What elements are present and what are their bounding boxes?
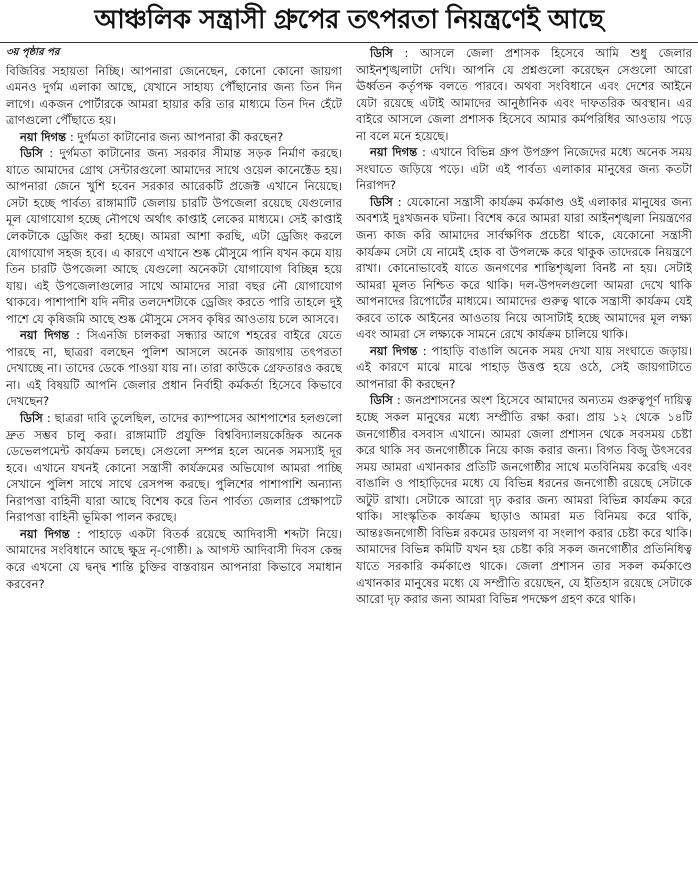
article-columns [6, 45, 692, 893]
paragraph-text: বিজিবির সহায়তা নিচ্ছি। আপনারা জেনেছেন, কোনো কোনো জায়গা এমনও দুর্গম এলাকা আছে, যেখানে সাহায্য পৌঁছানোর জন্য তিন দিন লাগে। একজন পোর্টারকে আমরা হায়ার করি তার মাধ্যমে তিন দিন হেঁটে ত্রাণগুলো পৌঁছাতে হয়। [6, 63, 342, 128]
paragraph-text: : পাহাড়ি বাঙালি অনেক সময় দেখা যায় সংঘাতে জড়ায়। এই কারণে মাঝে মাঝে পাহাড় উত্তপ্ত হয়ে ওঠে, সেই জায়গাটাতে আপনারা কী করছেন? [356, 343, 692, 391]
continued-label: ৩য় পৃষ্ঠার পর [6, 47, 60, 58]
paragraph-text: : আসলে জেলা প্রশাসক হিসেবে আমি শুধু জেলার আইনশৃঙ্খলাটা দেখি। আপনি যে প্রশ্নগুলো করেছেন সেগুলো আরো ঊর্ধ্বতন কর্তৃপক্ষ বলতে পারবে। অথবা সংবিধানে এবং দেশের আইনে যেটা রয়েছে এটাই আমাদের আনুষ্ঠানিক এবং দাফতরিক অবস্থান। এর বাইরে আসলে জেলা প্রশাসক হিসেবে আমার কর্মপরিধির আওতায় পড়ে না বলে মনে হয়েছে। [356, 46, 692, 143]
interview-question [6, 526, 342, 592]
paragraph-text: : সিএনজি চালকরা সন্ধ্যার আগে শহরের বাইরে যেতে পারছে না, ছাত্ররা বলছেন পুলিশ আসলে অনেক জায়গায় তৎপরতা দেখাচ্ছে না। তাদের ডেকে পাওয়া যায় না। তারা কাউকে গ্রেফতারও করছে না। এই বিষয়টি আপনি জেলার প্রধান নির্বাহী কর্মকর্তা হিসেবে কিভাবে দেখছেন? [6, 328, 342, 409]
interview-question [356, 144, 692, 194]
interview-answer [356, 392, 692, 607]
speaker-label-dc: ডিসি [20, 146, 43, 161]
paragraph-text: : পাহাড়ে একটা বিতর্ক রয়েছে আদিবাসী শব্দটা নিয়ে। আমাদের সংবিধানে আছে ক্ষুদ্র নৃ-গোষ্ঠী। ৯ আগস্ট আদিবাসী দিবস কেন্দ্র করে এখনো যে দ্বন্দ্ব শান্তি চুক্তির বাস্তবায়ন আপনারা কিভাবে সমাধান করবেন? [6, 526, 342, 591]
interview-question [356, 343, 692, 393]
paragraph-text: : জনপ্রশাসনের অংশ হিসেবে আমাদের অন্যতম গুরুত্বপূর্ণ দায়িত্ব হচ্ছে সকল মানুষের মধ্যে সম্প্রীতি রক্ষা করা। প্রায় ১২ থেকে ১৪টি জনগোষ্ঠীর বসবাস এখানে। আমরা জেলা প্রশাসন থেকে সবসময় চেষ্টা করে থাকি সব জনগোষ্ঠীকে নিয়ে কাজ করার জন্য। বিগত বিজু উৎসবের সময় আমরা এখানকার প্রতিটি জনগোষ্ঠীর সাথে মতবিনিময় করেছি এবং বাঙালি ও পাহাড়িদের মধ্যে যে বিভিন্ন ধরনের জনগোষ্ঠী রয়েছে সেটাকে অটুট রাখা। সেটাকে আরো দৃঢ় করার জন্য আমরা বিভিন্ন কার্যক্রম করে থাকি। সাংস্কৃতিক কার্যক্রম ছাড়াও আমরা মত বিনিময় করে থাকি, আন্তঃজনগোষ্ঠী বিভিন্ন রকমের ডায়লগ বা সংলাপ করার চেষ্টা করে থাকি। আমাদের বিভিন্ন কমিটি যখন হয় চেষ্টা করি সকল জনগোষ্ঠীর প্রতিনিধিত্ব যাতে সরকারি কর্মকাণ্ডে থাকে। জেলা প্রশাসন তার সকল কর্মকাণ্ডে এখানকার মানুষের মধ্যে যে সম্প্রীতি রয়েছেন, যে ইতিহাস রয়েছে সেটাকে আরো দৃঢ় করার জন্য আমরা বিভিন্ন পদক্ষেপ গ্রহণ করে থাকি। [356, 393, 692, 607]
speaker-label-dc: ডিসি [20, 411, 43, 426]
paragraph-text: : ছাত্ররা দাবি তুলেছিল, তাদের ক্যাম্পাসের আশপাশের হলগুলো দ্রুত সম্ভব চালু করা। রাঙ্গামাটি প্রযুক্তি বিশ্ববিদ্যালয়কেন্দ্রিক অনেক ডেভেলপমেন্ট কার্যক্রম চলছে। সেগুলো সম্পন্ন হলে অনেক সমস্যাই দূর হবে। এখানে যখনই কোনো সন্ত্রাসী কার্যক্রমের অভিযোগ আমরা পাচ্ছি সেখানে পুলিশ সাথে সাথে রেসপন্স করছে। পুলিশের পাশাপাশি অন্যান্য নিরাপত্তা বাহিনী যারা আছে বিশেষ করে তিন পার্বত্য জেলার প্রেক্ষাপটে নিরাপত্তা বাহিনী ভূমিকা পালন করছে। [6, 411, 342, 525]
speaker-label-dc: ডিসি [370, 393, 393, 408]
paragraph-text: : যেকোনো সন্ত্রাসী কার্যক্রম কর্মকাণ্ড ওই এলাকার মানুষের জন্য অবশ্যই দুঃখজনক ঘটনা। বিশেষ করে আমরা যারা আইনশৃঙ্খলা নিয়ন্ত্রণের জন্য কাজ করি আমাদের সার্বক্ষণিক প্রচেষ্টা থাকে, যেকোনো সন্ত্রাসী কার্যক্রম সেটা যে নামেই হোক বা উপলক্ষে করে থাকুক তাদেরকে নিয়ন্ত্রণে রাখা। কোনোভাবেই যাতে জনগণের শান্তিশৃঙ্খলা বিনষ্ট না হয়। সেটাই আমরা মূলত নিশ্চিত করে থাকি। দল-উপদলগুলো আমরা দেখে থাকি আপনাদের রিপোর্টের মাধ্যমে। আমাদের গুরুত্ব থাকে সন্ত্রাসী কার্যক্রম যেই করবে তাকে আইনের আওতায় নিয়ে আসাটাই হচ্ছে আমাদের মূল লক্ষ্য এবং আমরা সে লক্ষ্যকে সামনে রেখে কার্যক্রম চালিয়ে থাকি। [356, 194, 692, 342]
paragraph-text: : দুর্গমতা কাটানোর জন্য সরকার সীমান্ত সড়ক নির্মাণ করছে। যাতে আমাদের গ্রোথ সেন্টারগুলো আমাদের সাথে ওয়েল কানেক্টেড হয়। আপনারা জেনে খুশি হবেন সরকার আরেকটি প্রজেক্ট এখানে নিয়েছে। সেটা হচ্ছে পার্বত্য রাঙ্গামাটি জেলায় চারটি উপজেলা রয়েছে যেগুলোর মূল যোগাযোগ হচ্ছে নৌপথে অর্থাৎ কাপ্তাই লেকের মাধ্যমে। সেই কাপ্তাই লেকটাকে ড্রেজিং করা হচ্ছে। আমরা আশা করছি, এটা ড্রেজিং করলে যোগাযোগ সহজ হবে। এ কারণে এখানে শুষ্ক মৌসুমে পানি যখন কমে যায় তিন চারটি উপজেলা আছে যেগুলো অনেকটা যোগাযোগ বিচ্ছিন্ন হয়ে যায়। এই উপজেলাগুলোর সাথে আমাদের সারা বছর নৌ যোগাযোগ থাকবে। পাশাপাশি যদি নদীর তলদেশটাকে ড্রেজিং করতে পারি তাহলে দুই পাশে যে কৃষিজমি আছে শুষ্ক মৌসুমে সেসব কৃষির আওতায় চলে আসবে। [6, 146, 342, 326]
speaker-label-newspaper: নয়া দিগন্ত [370, 145, 418, 160]
right-column [356, 45, 692, 893]
speaker-label-dc: ডিসি [370, 46, 393, 60]
headline: আঞ্চলিক সন্ত্রাসী গ্রুপের তৎপরতা নিয়ন্ত্রণেই আছে [94, 5, 604, 35]
interview-answer [356, 194, 692, 343]
speaker-label-newspaper: নয়া দিগন্ত [20, 526, 70, 541]
left-column [6, 45, 342, 893]
interview-answer [6, 145, 342, 327]
speaker-label-newspaper: নয়া দিগন্ত [370, 343, 418, 358]
interview-question [6, 327, 342, 410]
interview-answer [356, 45, 692, 144]
body-paragraph [6, 63, 342, 129]
speaker-label-dc: ডিসি [370, 194, 393, 209]
interview-question [6, 129, 342, 146]
paragraph-text: : এখানে বিভিন্ন গ্রুপ উপগ্রুপ নিজেদের মধ্যে অনেক সময় সংঘাতে জড়িয়ে পড়ে। এটা এই পার্বত্য এলাকার মানুষের জন্য কতটা নিরাপদ? [356, 145, 692, 193]
speaker-label-newspaper: নয়া দিগন্ত [20, 129, 67, 144]
interview-answer [6, 410, 342, 526]
speaker-label-newspaper: নয়া দিগন্ত [20, 328, 70, 343]
paragraph-text: : দুর্গমতা কাটানোর জন্য আপনারা কী করছেন? [66, 129, 284, 144]
headline-rule [0, 42, 698, 43]
